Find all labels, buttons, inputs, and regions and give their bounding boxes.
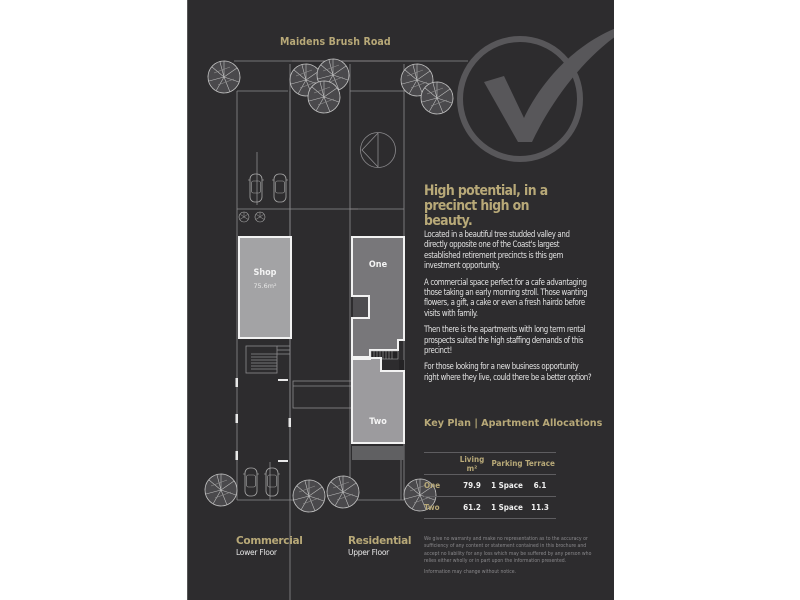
paragraph: For those looking for a new business opportunity right where they live, could there be a better option? [424,362,592,383]
commercial-floor-label [236,535,303,557]
header-living: Living m² [454,453,490,475]
residential-floor-label [348,535,411,557]
brochure-page [187,0,614,600]
unit-name: Two [424,497,454,519]
paragraph: Then there is the apartments with long term rental prospects suited the high staffing demands of this precinct! [424,325,586,357]
header-parking: Parking [490,453,524,475]
paragraph: Located in a beautiful tree studded valley and directly opposite one of the Coast's largest established retirement precincts is this gem investment opportunity. [424,230,570,272]
disclaimer-text: We give no warranty and make no representation as to the accuracy or sufficiency of any content or statement contained in this brochure and accept no liability for any loss which may be suffered by any person who relies either wholly or in part upon the information presented. [424,536,592,564]
commercial-windows [236,378,292,462]
apartment-one-stair-void [353,297,368,317]
parking: 1 Space [490,497,524,519]
residential-subtitle: Upper Floor [348,548,389,557]
paragraph: A commercial space perfect for a cafe advantaging those taking an early morning stroll. Those wanting flowers, a gift, a cake or even a fresh hairdo before visits with family. [424,277,588,319]
apartment-two-unit [352,358,404,443]
apartment-allocation-table [424,452,556,519]
header-unit [424,453,454,475]
table-header-row [424,453,556,475]
apartment-one-label: One [368,260,388,270]
commercial-title: Commercial [236,535,303,547]
terrace: 6.1 [524,475,556,497]
disclaimer [424,536,596,580]
key-plan-title: Key Plan | Apartment Allocations [424,418,603,429]
apartment-two-label: Two [369,417,387,427]
commercial-subtitle: Lower Floor [236,548,277,557]
shop-area: 75.6m² [253,282,277,290]
living-area: 61.2 [454,497,490,519]
terrace: 11.3 [524,497,556,519]
living-area: 79.9 [454,475,490,497]
disclaimer-notice: Information may change without notice. [424,569,517,576]
body-copy [424,230,593,389]
headline: High potential, in a precinct high on beauty. [424,183,548,229]
table-row [424,475,556,497]
unit-name: One [424,475,454,497]
table-row [424,497,556,519]
residential-title: Residential [348,535,412,547]
parking: 1 Space [490,475,524,497]
apartment-two-terrace [352,446,404,460]
shop-label: Shop [253,268,277,278]
header-terrace: Terrace [524,453,556,475]
road-label: Maidens Brush Road [280,36,391,48]
